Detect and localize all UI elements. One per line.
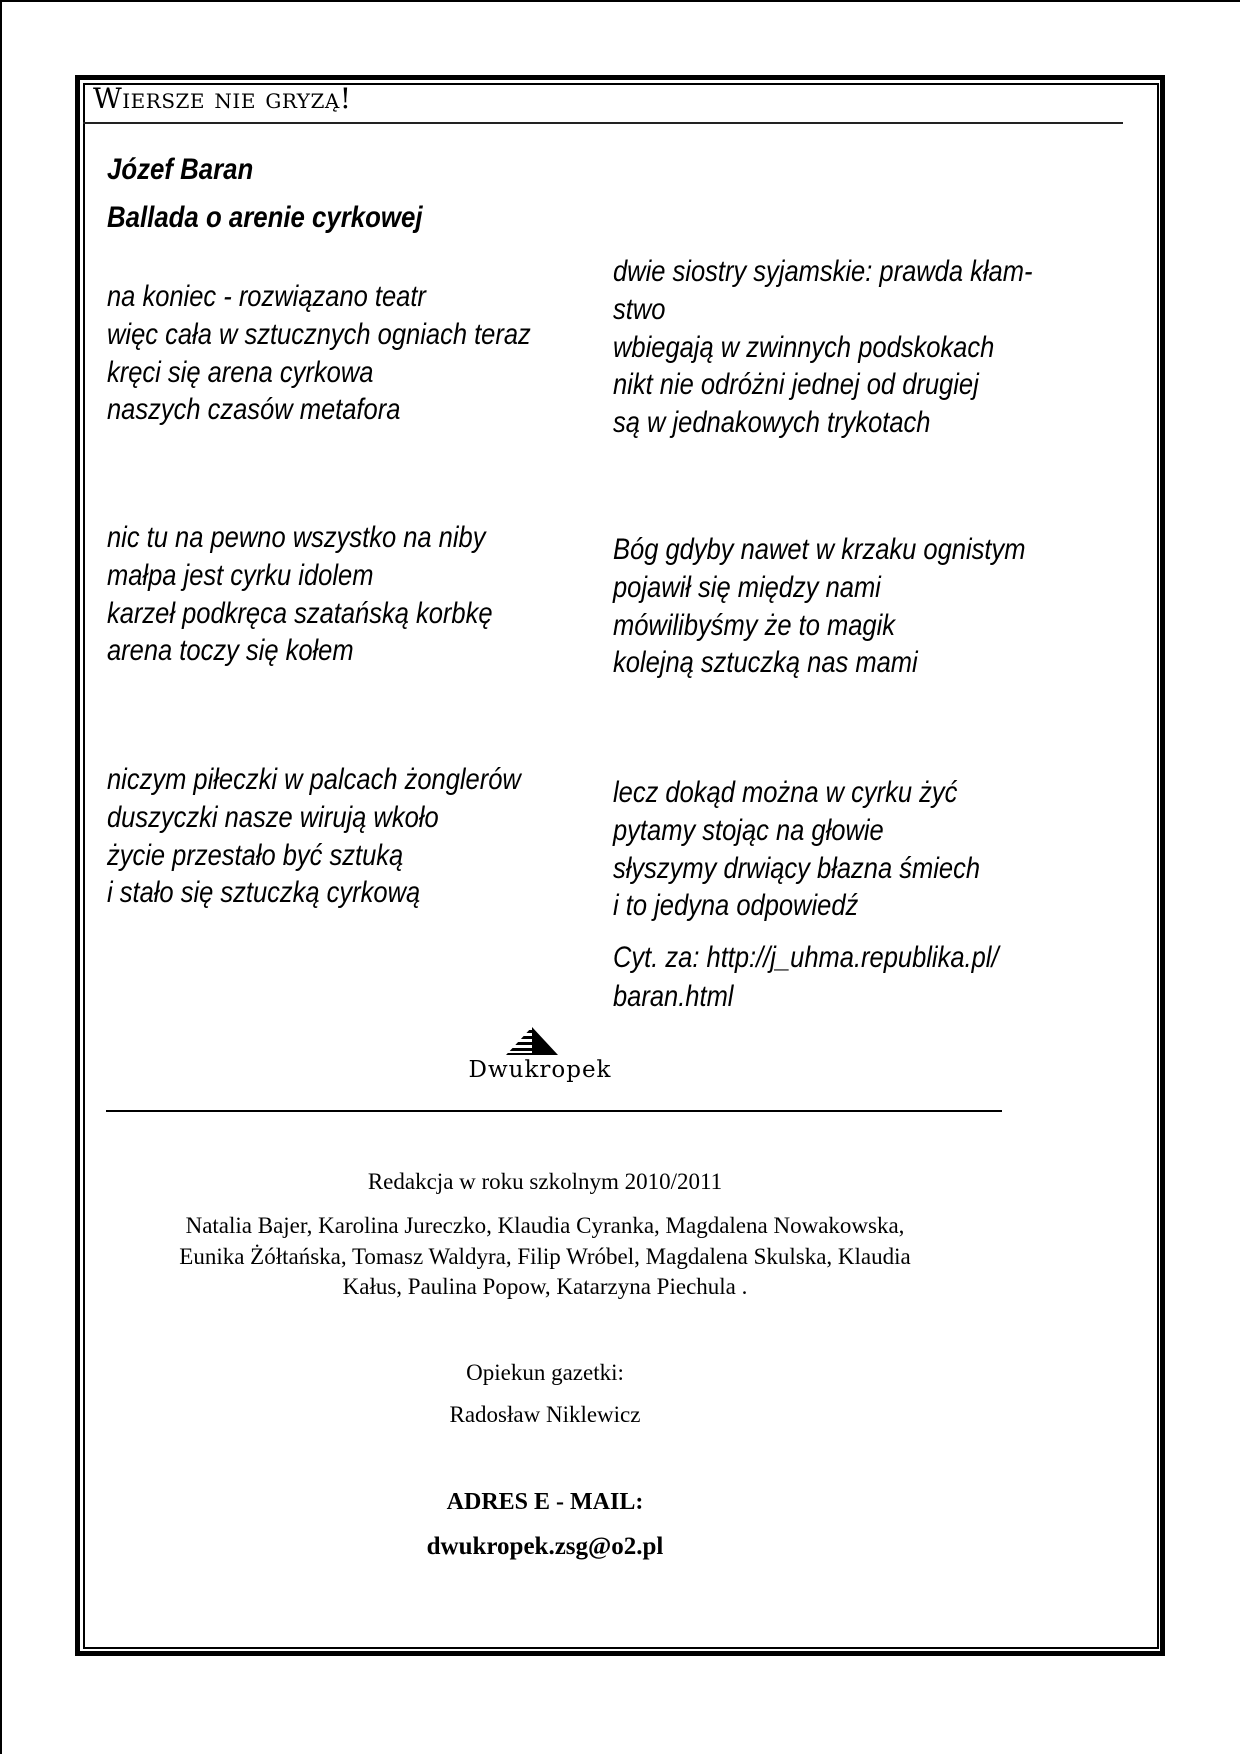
email-address[interactable]: dwukropek.zsg@o2.pl xyxy=(426,1533,664,1560)
names-line: Eunika Żółtańska, Tomasz Waldyra, Filip Wróbel, Magdalena Skulska, Klaudia xyxy=(179,1243,911,1269)
poem-author: Józef Baran xyxy=(107,153,254,186)
verse-line: pojawił się między nami xyxy=(613,570,881,604)
stanza-right-2 xyxy=(613,531,1098,682)
verse-line: małpa jest cyrku idolem xyxy=(107,558,374,592)
verse-line: są w jednakowych trykotach xyxy=(613,406,931,440)
pyramid-logo-icon xyxy=(506,1027,558,1055)
supervisor-name: Radosław Niklewicz xyxy=(449,1402,641,1427)
poem-title: Ballada o arenie cyrkowej xyxy=(107,201,423,234)
stanza-right-3 xyxy=(613,774,1045,925)
supervisor-label: Opiekun gazetki: xyxy=(466,1360,624,1385)
verse-line: nic tu na pewno wszystko na niby xyxy=(107,521,486,554)
verse-line: dwie siostry syjamskie: prawda kłam- xyxy=(613,255,1033,288)
verse-line: karzeł podkręca szatańską korbkę xyxy=(107,596,493,630)
verse-line: i stało się sztuczką cyrkową xyxy=(107,876,421,910)
stanza-right-1 xyxy=(613,253,1106,442)
editorial-names xyxy=(110,1211,980,1303)
verse-line: wbiegają w zwinnych podskokach xyxy=(613,330,995,364)
stanza-left-2 xyxy=(107,519,561,670)
verse-line: i to jedyna odpowiedź xyxy=(613,889,859,923)
verse-line: naszych czasów metafora xyxy=(107,393,401,427)
verse-line: kolejną sztuczką nas mami xyxy=(613,646,918,680)
page-edge xyxy=(0,0,1240,2)
verse-line: niczym piłeczki w palcach żonglerów xyxy=(107,763,521,796)
names-line: Natalia Bajer, Karolina Jureczko, Klaudia Cyranka, Magdalena Nowakowska, xyxy=(185,1213,905,1238)
verse-line: kręci się arena cyrkowa xyxy=(107,355,374,389)
section-divider xyxy=(106,1110,1002,1112)
citation-line: baran.html xyxy=(613,980,734,1013)
verse-line: nikt nie odróżni jednej od drugiej xyxy=(613,368,979,402)
verse-line: na koniec - rozwiązano teatr xyxy=(107,280,426,313)
verse-line: słyszymy drwiący błazna śmiech xyxy=(613,851,981,885)
verse-line: życie przestało być sztuką xyxy=(107,838,404,872)
verse-line: Bóg gdyby nawet w krzaku ognistym xyxy=(613,533,1026,566)
editorial-heading: Redakcja w roku szkolnym 2010/2011 xyxy=(367,1169,723,1194)
stanza-left-3 xyxy=(107,761,594,912)
verse-line: stwo xyxy=(613,292,666,326)
logo-wordmark: Dwukropek xyxy=(468,1057,612,1083)
page-edge xyxy=(0,0,2,1754)
names-line: Kałus, Paulina Popow, Katarzyna Piechula . xyxy=(342,1274,748,1299)
verse-line: pytamy stojąc na głowie xyxy=(613,813,884,847)
verse-line: duszyczki nasze wirują wkoło xyxy=(107,800,439,834)
verse-line: arena toczy się kołem xyxy=(107,634,354,668)
verse-line: lecz dokąd można w cyrku żyć xyxy=(613,776,958,809)
poem-source-citation xyxy=(613,938,1067,1016)
header-divider xyxy=(83,122,1123,124)
verse-line: więc cała w sztucznych ogniach teraz xyxy=(107,317,531,351)
stanza-left-1 xyxy=(107,278,606,429)
citation-line: Cyt. za: http://j_uhma.republika.pl/ xyxy=(613,941,999,974)
email-label: ADRES E - MAIL: xyxy=(446,1489,644,1515)
section-header: Wiersze nie gryzą! xyxy=(93,82,352,115)
verse-line: mówilibyśmy że to magik xyxy=(613,608,895,642)
